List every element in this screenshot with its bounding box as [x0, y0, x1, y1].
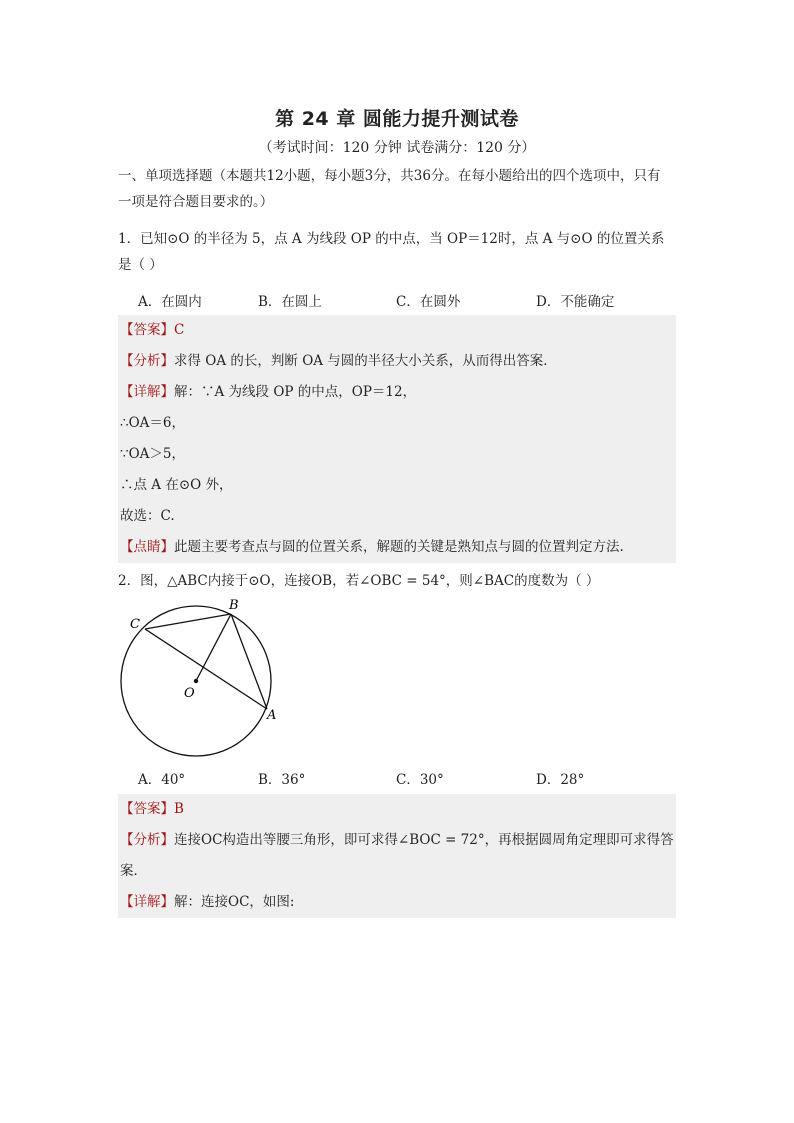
answer-value: C [174, 322, 185, 338]
analysis-text-1: 连接OC构造出等腰三角形，即可求得∠BOC = 72°，再根据圆周角定理即可求得答 [174, 832, 674, 848]
detail-line-2: ∴OA＝6， [120, 415, 185, 431]
question-1-solution [118, 315, 676, 563]
segment-ca [145, 629, 267, 709]
label-o: O [184, 686, 195, 701]
option-d: D．28° [536, 772, 585, 788]
center-point [194, 679, 198, 683]
circle-figure [118, 596, 278, 762]
detail-line-1 [118, 377, 676, 408]
answer-value: B [174, 801, 184, 817]
analysis-text: 求得 OA 的长，判断 OA 与圆的半径大小关系，从而得出答案． [174, 353, 557, 369]
label-c: C [130, 617, 140, 632]
question-2-stem: 2．图，△ABC内接于⊙O，连接OB，若∠OBC = 54°，则∠BAC的度数为（ ） [118, 573, 600, 589]
answer-tag: 【答案】 [120, 322, 174, 338]
comment-text: 此题主要考查点与圆的位置关系，解题的关键是熟知点与圆的位置判定方法. [174, 539, 624, 555]
detail-line-4: ∴点 A 在⊙O 外， [120, 477, 233, 493]
detail-line [118, 887, 676, 918]
answer-line [118, 794, 676, 825]
option-b: B．在圆上 [258, 294, 322, 310]
question-1-line-2: 是（ ） [118, 257, 163, 273]
answer-line [118, 315, 676, 346]
analysis-line-1 [118, 825, 676, 856]
detail-tag: 【详解】 [120, 384, 174, 400]
section-header-line-2: 一项是符合题目要求的。） [118, 194, 274, 210]
question-1-line-1: 1．已知⊙O 的半径为 5，点 A 为线段 OP 的中点，当 OP＝12时，点 A 与⊙O 的位置关系 [118, 231, 665, 247]
option-a: A．40° [138, 772, 186, 788]
question-2-solution [118, 794, 676, 918]
analysis-line-2: 案． [120, 863, 147, 879]
question-2-options [138, 768, 678, 788]
detail-line-3: ∵OA＞5， [120, 446, 185, 462]
detail-tag: 【详解】 [120, 894, 174, 910]
detail-line-5: 故选：C. [120, 508, 175, 524]
option-b: B．36° [258, 772, 306, 788]
detail-text: 解：连接OC，如图: [174, 894, 295, 910]
analysis-tag: 【分析】 [120, 353, 174, 369]
question-1-stem [118, 226, 676, 278]
section-header-line-1: 一、单项选择题（本题共12小题，每小题3分，共36分。在每小题给出的四个选项中，只有 [118, 168, 661, 184]
option-a: A．在圆内 [138, 294, 202, 310]
section-header [118, 163, 676, 215]
question-1-options [138, 290, 678, 310]
comment-tag: 【点睛】 [120, 539, 174, 555]
label-b: B [229, 598, 239, 613]
label-a: A [267, 708, 277, 723]
detail-text-1: 解：∵A 为线段 OP 的中点，OP＝12， [174, 384, 417, 400]
option-c: C．30° [396, 772, 444, 788]
option-d: D．不能确定 [536, 294, 615, 310]
exam-info: （考试时间：120 分钟 试卷满分：120 分） [258, 140, 536, 156]
option-c: C．在圆外 [396, 294, 461, 310]
analysis-tag: 【分析】 [120, 832, 174, 848]
analysis-line [118, 346, 676, 377]
comment-line [118, 532, 676, 563]
page-title: 第 24 章 圆能力提升测试卷 [275, 108, 519, 130]
segment-ob [196, 614, 231, 681]
answer-tag: 【答案】 [120, 801, 174, 817]
